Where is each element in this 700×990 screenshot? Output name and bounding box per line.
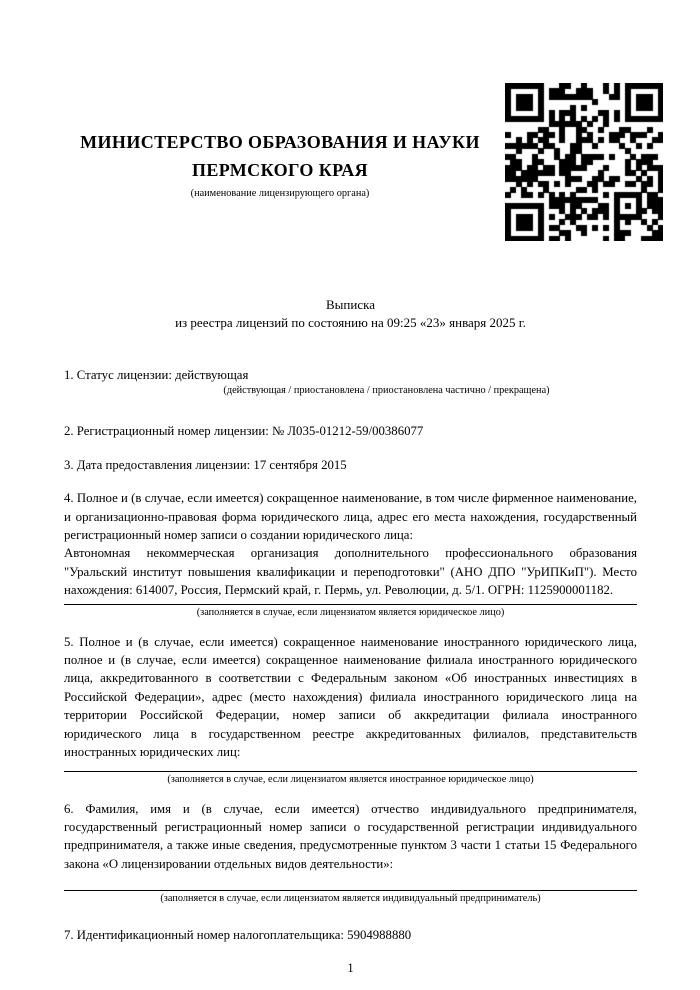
individual-entrepreneur-label: 6. Фамилия, имя и (в случае, если имеется) отчество индивидуального предпринимателя, государственный регистрационный номер записи о государственной регистрации индивидуального предпринимателя, а также иные сведения, предусмотренные пунктом 3 части 1 статьи 15 Федерального закона «О лицензировании отдельных видов деятельности»: <box>64 801 637 871</box>
ministry-name-line1: МИНИСТЕРСТВО ОБРАЗОВАНИЯ И НАУКИ <box>80 132 480 152</box>
document-title-line1: Выписка <box>326 297 375 312</box>
fill-in-rule-foreign-entity <box>64 771 637 772</box>
individual-entrepreneur-note: (заполняется в случае, если лицензиатом является индивидуальный предприниматель) <box>160 893 541 905</box>
fill-in-rule-individual-entrepreneur <box>64 890 637 891</box>
foreign-entity-note: (заполняется в случае, если лицензиатом является иностранное юридическое лицо) <box>167 773 534 785</box>
legal-entity-item <box>64 489 637 618</box>
legal-entity-value: Автономная некоммерческая организация дополнительного профессионального образования "Уральский институт повышения квалификации и переподготовки" (АНО ДПО "УрИПКиП"). Место нахождения: 614007, Россия, Пермский край, г. Пермь, ул. Революции, д. 5/1. ОГРН: 1125900001182. <box>64 546 637 598</box>
qr-code-icon <box>505 83 663 241</box>
foreign-entity-label: 5. Полное и (в случае, если имеется) сокращенное наименование иностранного юридического лица, полное и (в случае, если имеется) сокращенное наименование филиала иностранного юридического лица, аккредитованного в соответствии с Федеральным законом «Об иностранных инвестициях в Российской Федерации», адрес (место нахождения) филиала иностранного юридического лица на территории Российской Федерации, номер записи об аккредитации филиала иностранного юридического лица в государственном реестре аккредитованных филиалов, представительств иностранных юридических лиц: <box>64 634 637 760</box>
foreign-entity-item <box>64 633 637 786</box>
registration-number-item: 2. Регистрационный номер лицензии: № Л035-01212-59/00386077 <box>64 424 424 439</box>
document-title <box>64 296 637 331</box>
license-status-text: 1. Статус лицензии: действующая <box>64 368 249 382</box>
fill-in-rule-legal-entity <box>64 604 637 605</box>
page-number: 1 <box>347 960 354 975</box>
legal-entity-note: (заполняется в случае, если лицензиатом является юридическое лицо) <box>196 606 505 618</box>
document-title-line2: из реестра лицензий по состоянию на 09:25 «23» января 2025 г. <box>175 314 526 330</box>
license-grant-date-item: 3. Дата предоставления лицензии: 17 сентября 2015 <box>64 457 347 472</box>
licensing-authority-caption: (наименование лицензирующего органа) <box>190 188 370 199</box>
license-status-note: (действующая / приостановлена / приостановлена частично / прекращена) <box>223 385 550 397</box>
individual-entrepreneur-item <box>64 800 637 906</box>
document-header <box>58 128 502 200</box>
taxpayer-id-item: 7. Идентификационный номер налогоплательщика: 5904988880 <box>64 928 412 943</box>
document-body <box>64 296 637 977</box>
ministry-name-line2: ПЕРМСКОГО КРАЯ <box>191 160 369 180</box>
license-status-item <box>64 366 637 397</box>
legal-entity-label: 4. Полное и (в случае, если имеется) сокращенное наименование, в том числе фирменное наименование, и организационно-правовая форма юридического лица, адрес его места нахождения, государственный регистрационный номер записи о создании юридического лица: <box>64 491 637 543</box>
